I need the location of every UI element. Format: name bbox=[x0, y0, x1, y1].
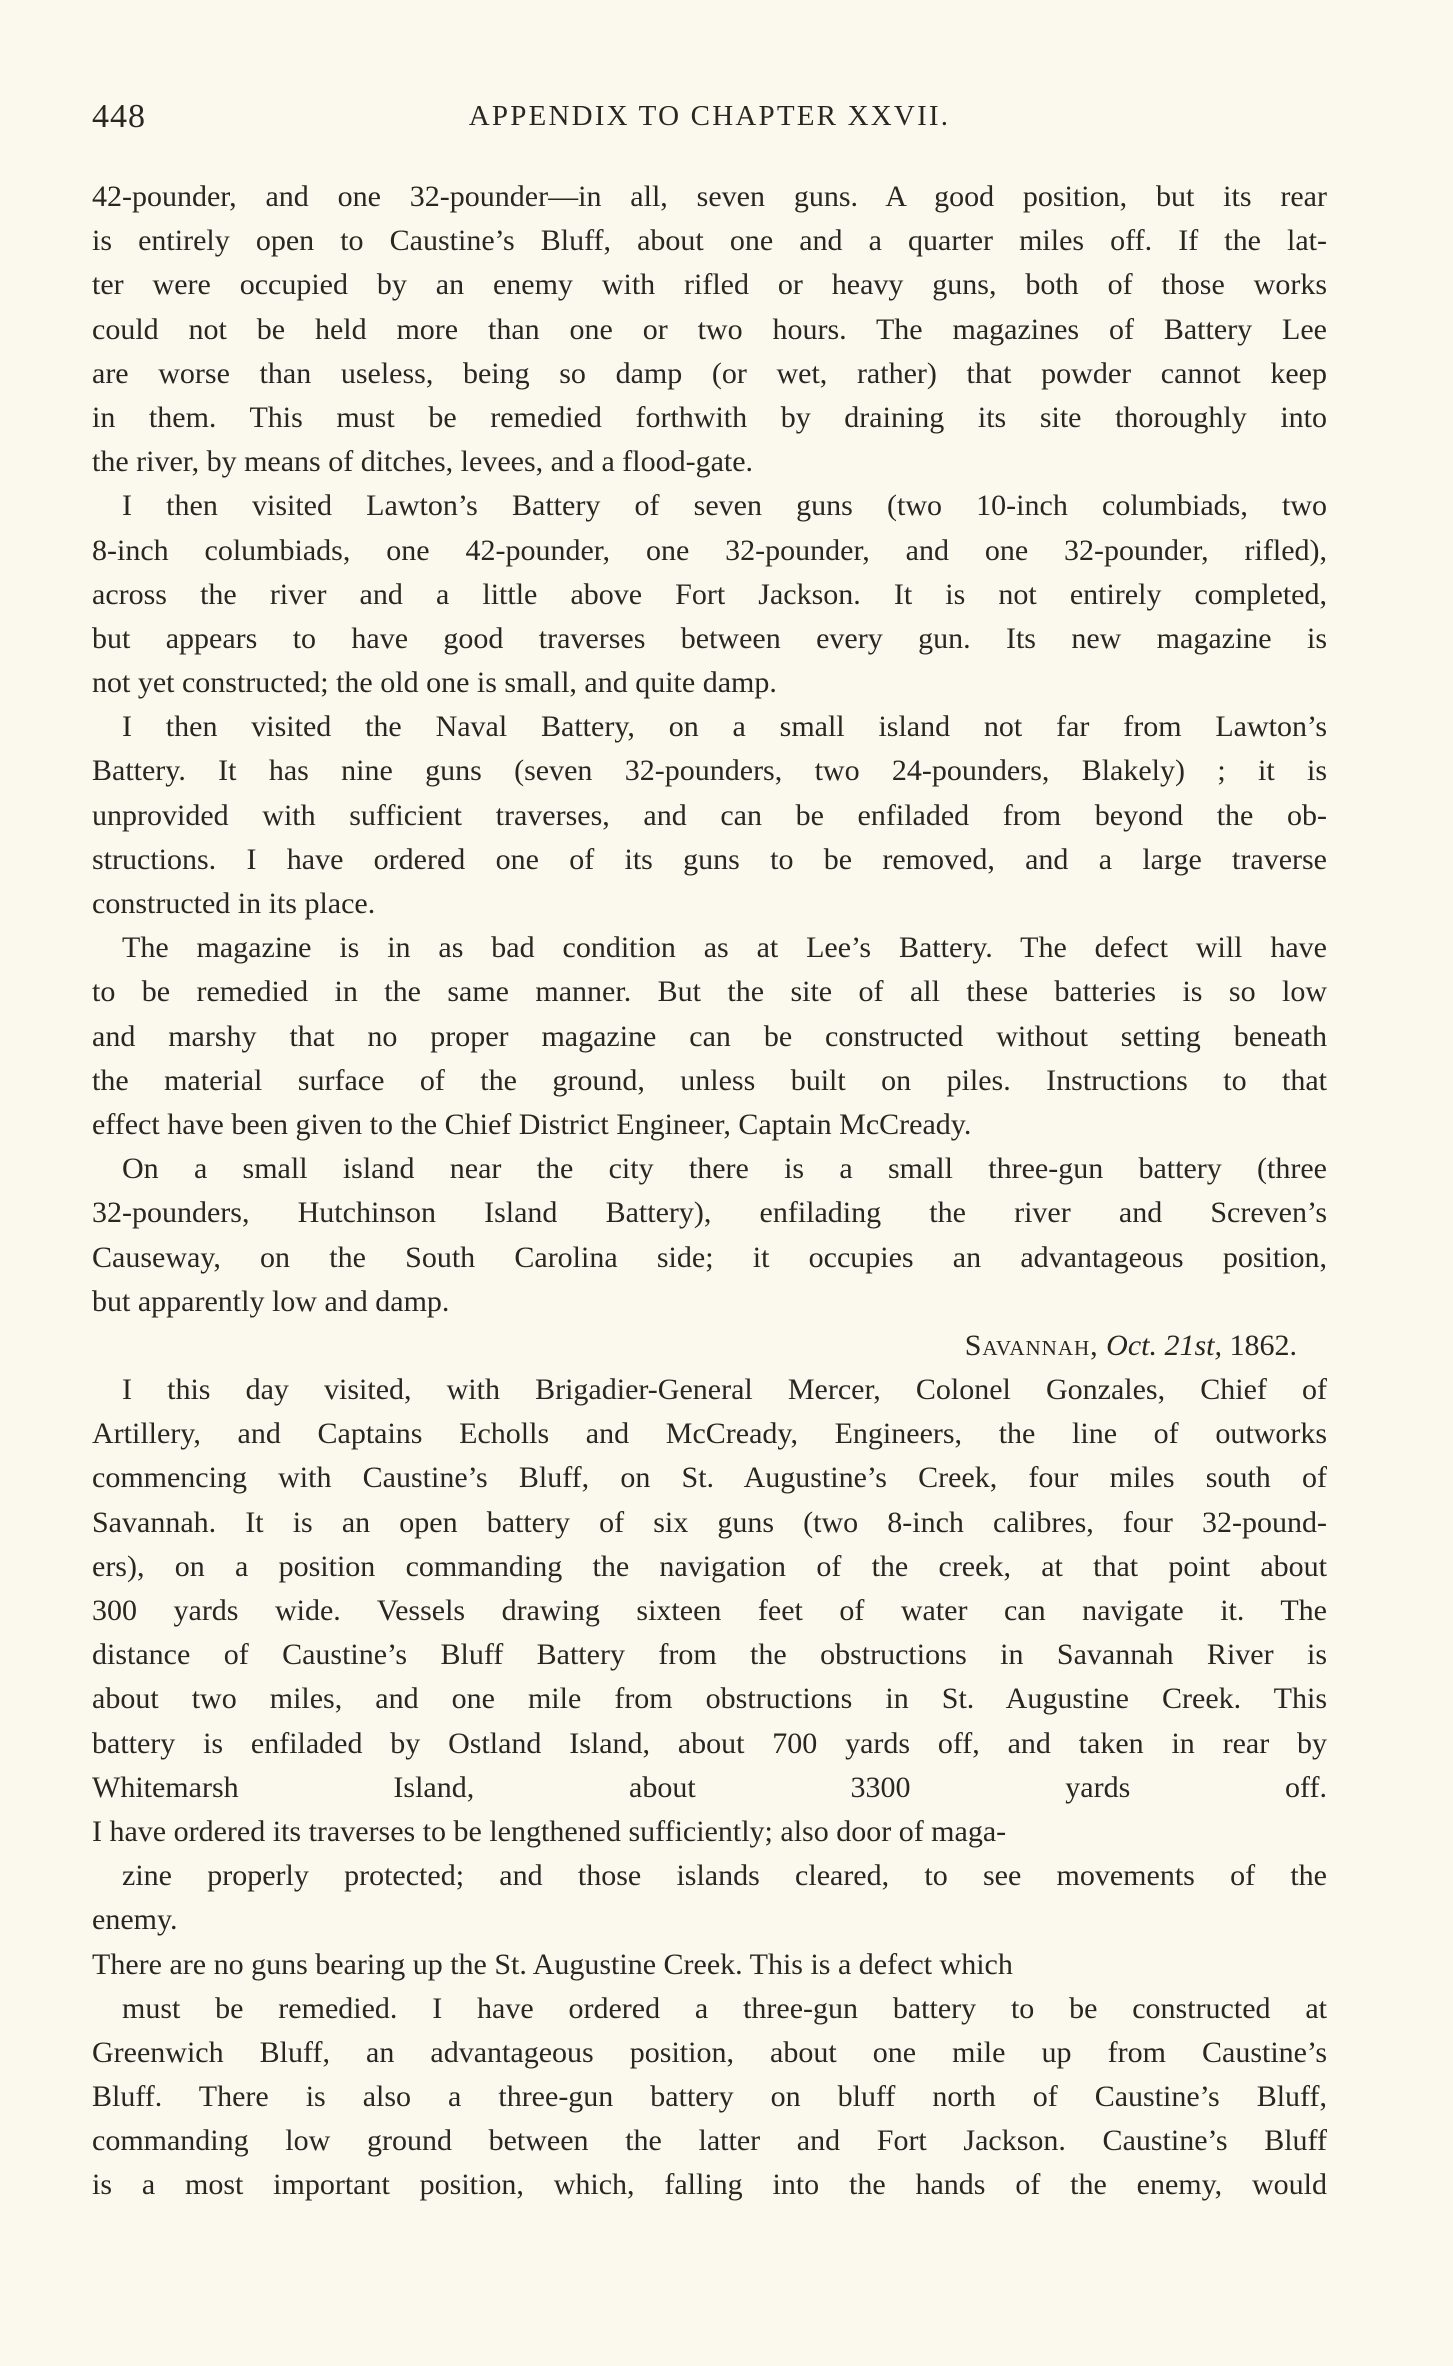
text-line: must be remedied. I have ordered a three-gun battery to be constructed at bbox=[122, 1991, 1327, 2025]
text-line: I have ordered its traverses to be lengthened sufficiently; also door of maga- bbox=[92, 1814, 1007, 1848]
text-line: effect have been given to the Chief District Engineer, Captain McCready. bbox=[92, 1107, 972, 1141]
page-header bbox=[92, 98, 1327, 138]
text-line: 300 yards wide. Vessels drawing sixteen feet of water can navigate it. The bbox=[92, 1594, 1327, 1627]
text-line: battery is enfiladed by Ostland Island, about 700 yards off, and taken in rear by bbox=[92, 1726, 1327, 1760]
text-line: are worse than useless, being so damp (or wet, rather) that powder cannot keep bbox=[92, 356, 1327, 390]
text-line: Battery. It has nine guns (seven 32-pounders, two 24-pounders, Blakely) ; it is bbox=[92, 754, 1327, 788]
text-line: but appears to have good traverses between every gun. Its new magazine is bbox=[92, 621, 1327, 655]
text-line: constructed in its place. bbox=[92, 887, 376, 920]
text-line: 8-inch columbiads, one 42-pounder, one 32-pounder, and one 32-pounder, rifled), bbox=[92, 533, 1327, 567]
text-line: There are no guns bearing up the St. Augustine Creek. This is a defect which bbox=[92, 1947, 1013, 1981]
dateline-date: Oct. 21st, bbox=[1106, 1328, 1222, 1362]
text-line: On a small island near the city there is a small three-gun battery (three bbox=[122, 1152, 1327, 1186]
body-text bbox=[92, 175, 1327, 2252]
text-line: I then visited Lawton’s Battery of seven guns (two 10-inch columbiads, two bbox=[122, 489, 1327, 523]
text-line: in them. This must be remedied forthwith by draining its site thoroughly into bbox=[92, 400, 1327, 434]
dateline bbox=[92, 1324, 1327, 1368]
text-line: is entirely open to Caustine’s Bluff, about one and a quarter miles off. If the lat- bbox=[92, 224, 1327, 258]
text-line: the material surface of the ground, unless built on piles. Instructions to that bbox=[92, 1063, 1327, 1097]
page-number: 448 bbox=[92, 98, 146, 135]
text-line: not yet constructed; the old one is small, and quite damp. bbox=[92, 666, 777, 700]
text-line: Causeway, on the South Carolina side; it occupies an advantageous position, bbox=[92, 1240, 1327, 1274]
dateline-year: 1862. bbox=[1229, 1328, 1297, 1362]
text-line: zine properly protected; and those islands cleared, to see movements of the bbox=[122, 1859, 1327, 1893]
text-line: unprovided with sufficient traverses, and can be enfiladed from beyond the ob- bbox=[92, 798, 1327, 832]
text-line: ers), on a position commanding the navigation of the creek, at that point about bbox=[92, 1549, 1327, 1583]
text-line: 42-pounder, and one 32-pounder—in all, seven guns. A good position, but its rear bbox=[92, 180, 1327, 213]
text-line: 32-pounders, Hutchinson Island Battery), enfilading the river and Screven’s bbox=[92, 1196, 1327, 1230]
text-line: The magazine is in as bad condition as at Lee’s Battery. The defect will have bbox=[122, 931, 1327, 965]
running-head: APPENDIX TO CHAPTER XXVII. bbox=[468, 100, 951, 132]
text-line: to be remedied in the same manner. But the site of all these batteries is so low bbox=[92, 975, 1327, 1009]
text-line: is a most important position, which, falling into the hands of the enemy, would bbox=[92, 2168, 1327, 2202]
text-line: commanding low ground between the latter and Fort Jackson. Caustine’s Bluff bbox=[92, 2124, 1327, 2158]
text-line: and marshy that no proper magazine can be constructed without setting beneath bbox=[92, 1019, 1327, 1053]
text-line: but apparently low and damp. bbox=[92, 1284, 450, 1318]
text-line: Artillery, and Captains Echolls and McCready, Engineers, the line of outworks bbox=[92, 1417, 1327, 1451]
text-line: I then visited the Naval Battery, on a small island not far from Lawton’s bbox=[122, 710, 1327, 744]
text-line: could not be held more than one or two hours. The magazines of Battery Lee bbox=[92, 312, 1327, 346]
text-line: across the river and a little above Fort Jackson. It is not entirely completed, bbox=[92, 577, 1327, 611]
text-line: I this day visited, with Brigadier-General Mercer, Colonel Gonzales, Chief of bbox=[122, 1373, 1327, 1407]
text-line: Bluff. There is also a three-gun battery on bluff north of Caustine’s Bluff, bbox=[92, 2080, 1327, 2114]
text-line: enemy. bbox=[92, 1903, 178, 1937]
text-line: the river, by means of ditches, levees, and a flood-gate. bbox=[92, 445, 754, 479]
text-line bbox=[92, 2208, 1327, 2252]
text-line: commencing with Caustine’s Bluff, on St. Augustine’s Creek, four miles south of bbox=[92, 1461, 1327, 1495]
text-line: about two miles, and one mile from obstructions in St. Augustine Creek. This bbox=[92, 1682, 1327, 1716]
text-line: Whitemarsh Island, about 3300 yards off. bbox=[92, 1770, 1327, 1804]
text-line: Greenwich Bluff, an advantageous position, about one mile up from Caustine’s bbox=[92, 2035, 1327, 2069]
dateline-place: Savannah, bbox=[964, 1328, 1099, 1362]
text-line: distance of Caustine’s Bluff Battery from the obstructions in Savannah River is bbox=[92, 1638, 1327, 1672]
text-line: ter were occupied by an enemy with rifled or heavy guns, both of those works bbox=[92, 268, 1327, 302]
text-line: Savannah. It is an open battery of six guns (two 8-inch calibres, four 32-pound- bbox=[92, 1505, 1327, 1539]
text-line: structions. I have ordered one of its guns to be removed, and a large traverse bbox=[92, 842, 1327, 876]
